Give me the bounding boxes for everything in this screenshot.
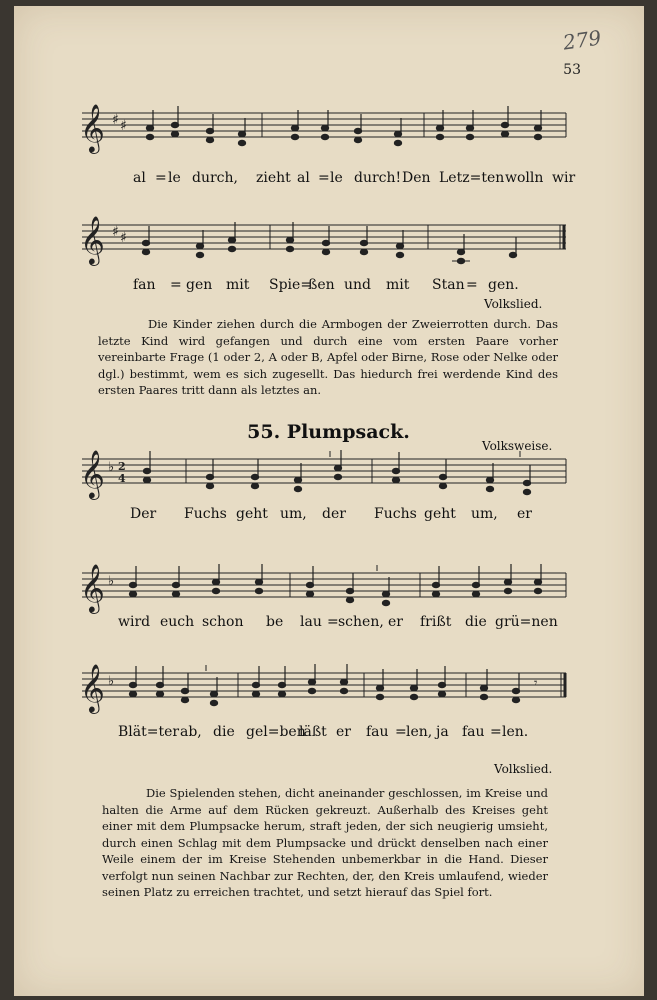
sharp-icon: ♯ — [120, 118, 127, 134]
lyric-syllable: läßt — [299, 724, 327, 740]
staff-song1-line2 — [0, 212, 657, 272]
lyric-syllable: Den — [402, 170, 431, 186]
lyric-syllable: grü=nen — [495, 614, 558, 630]
lyric-syllable: al — [133, 170, 146, 186]
lyric-syllable: le — [168, 170, 181, 186]
lyric-syllable: er — [517, 506, 532, 522]
flat-icon: ♭ — [108, 574, 115, 589]
lyric-syllable: schen, — [338, 614, 384, 630]
lyric-syllable: fau — [462, 724, 485, 740]
song1-source: Volkslied. — [484, 297, 543, 311]
flat-icon: ♭ — [108, 460, 115, 475]
lyric-syllable: ßen — [308, 277, 335, 293]
staff-song2-line1 — [0, 449, 657, 509]
song2-description: Die Spielenden stehen, dicht aneinander geschlossen, im Kreise und halten die Arme auf dem Rücken gekreuzt. Außerhalb des Kreises geht einer mit dem Plumpsacke herum, straft jeden, der sich neugierig umsieht, durch einen Schlag mit dem Plumpsacke und drückt denselben nach einer Weile einem der im Kreise Stehenden unbemerkbar in die Hand. Dieser verfolgt nun seinen Nachbar zur Rechten, der, den Kreis umlaufend, wieder seinen Platz zu erreichen trachtet, und setzt hierauf das Spiel fort. — [102, 786, 548, 899]
staff-song1-line1-svg — [0, 100, 657, 160]
lyric-syllable: fan — [133, 277, 156, 293]
lyric-syllable: = — [318, 170, 330, 186]
lyric-syllable: wir — [552, 170, 576, 186]
lyric-syllable: gen — [186, 277, 213, 293]
lyric-syllable: Fuchs — [184, 506, 227, 522]
lyric-syllable: durch! — [354, 170, 402, 186]
lyric-syllable: wolln — [505, 170, 544, 186]
lyric-syllable: lau — [300, 614, 322, 630]
lyric-syllable: mit — [226, 277, 250, 293]
treble-clef-icon: 𝄞 — [80, 663, 105, 712]
lyric-syllable: Fuchs — [374, 506, 417, 522]
lyric-syllable: und — [344, 277, 371, 293]
lyric-syllable: be — [266, 614, 284, 630]
treble-clef-icon: 𝄞 — [80, 103, 105, 152]
time-signature-bottom: 4 — [118, 472, 126, 485]
song2-subtitle: Volksweise. — [482, 439, 553, 453]
treble-clef-icon: 𝄞 — [80, 563, 105, 612]
staff-song2-line3 — [0, 663, 657, 723]
lyric-syllable: frißt — [420, 614, 452, 630]
lyric-syllable: geht — [424, 506, 456, 522]
lyric-syllable: die — [465, 614, 487, 630]
lyric-syllable: die — [213, 724, 235, 740]
lyric-syllable: al — [297, 170, 310, 186]
treble-clef-icon: 𝄞 — [80, 449, 105, 498]
lyric-syllable: gel=ben — [246, 724, 306, 740]
lyric-syllable: = — [327, 614, 339, 630]
staff-song1-line1 — [0, 100, 657, 160]
lyric-syllable: le — [330, 170, 343, 186]
lyric-syllable: mit — [386, 277, 410, 293]
lyric-syllable: Stan — [432, 277, 465, 293]
lyric-syllable: er — [388, 614, 403, 630]
rest-icon: 𝄾 — [534, 676, 538, 691]
sharp-icon: ♯ — [112, 112, 119, 128]
flat-icon: ♭ — [108, 674, 115, 689]
lyric-syllable: Der — [130, 506, 157, 522]
staff-song1-line2-svg — [0, 212, 657, 272]
lyric-syllable: er — [336, 724, 351, 740]
lyrics-song2-line1 — [0, 506, 657, 526]
sharp-icon: ♯ — [120, 230, 127, 246]
lyric-syllable: der — [322, 506, 346, 522]
staff-song2-line3-svg — [0, 663, 657, 723]
lyric-syllable: gen. — [488, 277, 519, 293]
lyric-syllable: = — [490, 724, 502, 740]
lyric-syllable: schon — [202, 614, 244, 630]
lyric-syllable: = — [155, 170, 167, 186]
lyrics-song2-line2 — [0, 614, 657, 634]
lyric-syllable: len. — [502, 724, 529, 740]
lyric-syllable: wird — [118, 614, 151, 630]
lyric-syllable: Spie= — [269, 277, 313, 293]
lyric-syllable: euch — [160, 614, 195, 630]
lyric-syllable: geht — [236, 506, 268, 522]
lyric-syllable: = — [395, 724, 407, 740]
song2-source: Volkslied. — [494, 762, 553, 776]
lyric-syllable: um, — [280, 506, 307, 522]
sharp-icon: ♯ — [112, 224, 119, 240]
time-signature-top: 2 — [118, 460, 126, 473]
lyric-syllable: ab, — [180, 724, 202, 740]
lyric-syllable: durch, — [192, 170, 238, 186]
song1-description: Die Kinder ziehen durch die Armbogen der Zweierrotten durch. Das letzte Kind wird gefangen und durch eine vom ersten Paare vorher vereinbarte Frage (1 oder 2, A oder B, Apfel oder Birne, Rose oder Nelke oder dgl.) bestimmt, wem es sich zugesellt. Das hiedurch frei werdende Kind des ersten Paares tritt dann als letztes an. — [98, 317, 558, 397]
lyric-syllable: Blät=ter — [118, 724, 180, 740]
lyrics-song1-line2 — [0, 277, 657, 297]
lyric-syllable: Letz=ten — [439, 170, 505, 186]
song2-title: 55. Plumpsack. — [247, 421, 410, 443]
archive-mark: 279 — [561, 25, 603, 55]
lyric-syllable: ja — [436, 724, 449, 740]
lyric-syllable: = — [170, 277, 182, 293]
staff-song2-line1-svg — [0, 449, 657, 509]
lyrics-song1-line1 — [0, 170, 657, 190]
lyric-syllable: zieht — [256, 170, 291, 186]
treble-clef-icon: 𝄞 — [80, 215, 105, 264]
lyrics-song2-line3 — [0, 724, 657, 744]
lyric-syllable: len, — [406, 724, 433, 740]
lyric-syllable: = — [466, 277, 478, 293]
page-number: 53 — [563, 62, 581, 78]
lyric-syllable: fau — [366, 724, 389, 740]
lyric-syllable: um, — [471, 506, 498, 522]
